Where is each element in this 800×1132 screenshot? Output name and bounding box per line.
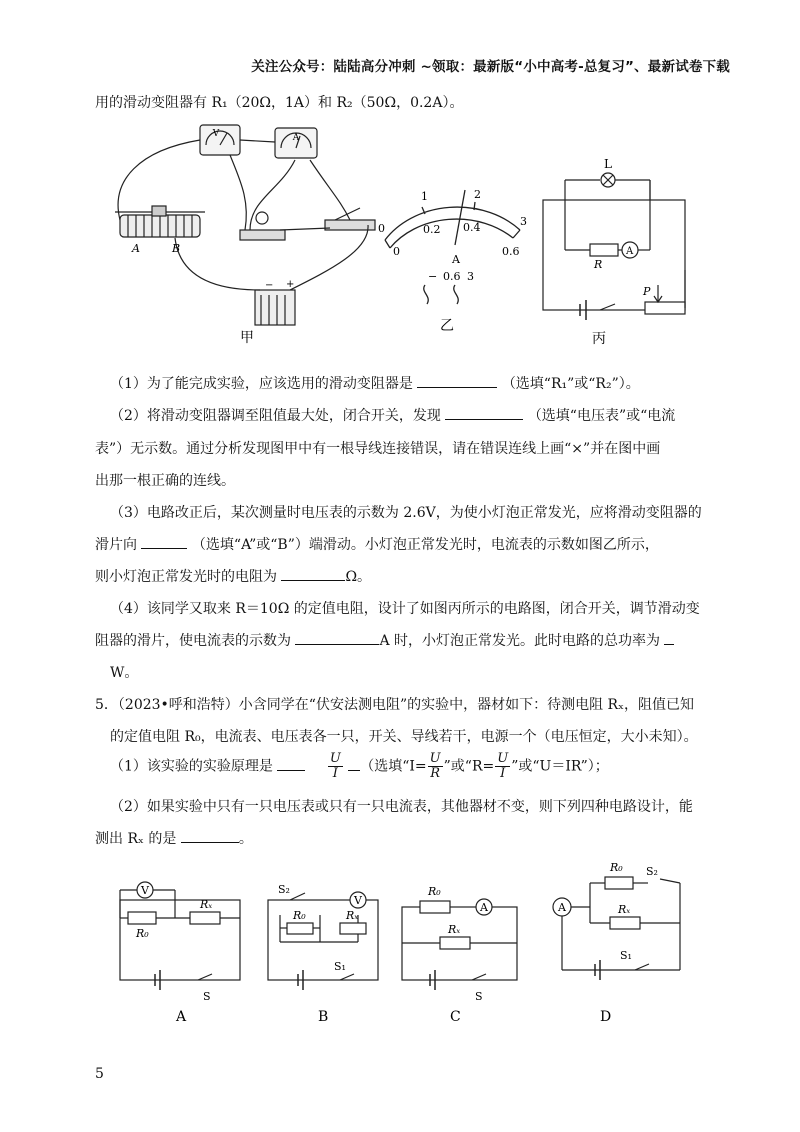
- circuit-d: [553, 877, 680, 980]
- circuit-d-rx: [610, 917, 640, 929]
- lamp-base-icon: [240, 230, 285, 240]
- circuit-c-rx-label: Rₓ: [448, 923, 461, 936]
- answer-blank-3a: [141, 534, 187, 549]
- dial-needle: [455, 190, 465, 245]
- circuit-b-s2-label: S₂: [278, 883, 290, 896]
- dial-terminal-minus: −: [428, 270, 438, 283]
- option-b-label: B: [318, 1009, 329, 1025]
- problem-5-line-2: 的定值电阻 R₀，电流表、电压表各一只，开关、导线若干，电源一个（电压恒定，大小未知）。: [110, 729, 698, 745]
- answer-blank-1: [417, 373, 497, 388]
- circuit-a-s-label: S: [203, 990, 211, 1003]
- dial-terminal-06: 0.6: [443, 270, 461, 283]
- answer-blank-5b: [348, 756, 360, 771]
- voltmeter-label: V: [212, 129, 220, 139]
- principle-fraction: $\frac{U}{I}$: [329, 751, 341, 781]
- problem-5-sub-2-line-1: （2）如果实验中只有一只电压表或只有一只电流表，其他器材不变，则下列四种电路设计，能: [110, 799, 693, 815]
- circuit-c-rx: [440, 937, 470, 949]
- answer-blank-5a: [277, 756, 305, 771]
- bing-ammeter-label: A: [626, 246, 634, 257]
- voltmeter-icon: [200, 125, 240, 155]
- terminal-a-label: A: [132, 242, 140, 255]
- dial-top-0: 0: [378, 222, 385, 235]
- circuit-c-r0: [420, 901, 450, 913]
- dial-top-1: 1: [421, 190, 428, 203]
- figure-bing-label: 丙: [592, 331, 606, 347]
- battery-plus: +: [286, 279, 295, 290]
- question-3-line-3: 则小灯泡正常发光时的电阻为 Ω。: [95, 566, 371, 586]
- circuit-a-v-label: V: [141, 884, 149, 897]
- problem-5-sub-1: （1）该实验的实验原理是 $\frac{U}{I}$ （选填“I= $\frac{U}{R}$ ”或“R= $\frac{U}{I}$ ”或“U＝IR”）；: [110, 751, 609, 781]
- question-4-line-3: W。: [110, 665, 139, 681]
- circuit-b-r0: [287, 923, 313, 934]
- question-4-line-2: 阻器的滑片，使电流表的示数为 A 时，小灯泡正常发光。此时电路的总功率为: [95, 630, 674, 650]
- choice-fraction-1: $\frac{U}{R}$: [429, 751, 441, 781]
- circuit-b-s1-label: S₁: [334, 960, 346, 973]
- figure-bing-circuit: [543, 173, 685, 320]
- circuit-a-rx: [190, 912, 220, 924]
- dial-top-3: 3: [520, 215, 527, 228]
- dial-terminal-3: 3: [467, 270, 474, 283]
- option-c-label: C: [450, 1009, 461, 1025]
- dial-bottom-1: 0.2: [423, 223, 441, 236]
- problem-5-sub-2-line-2: 测出 Rₓ 的是 。: [95, 828, 253, 848]
- answer-blank-4b: [664, 630, 674, 645]
- page-header: 关注公众号：陆陆高分冲刺 ~领取：最新版“小中高考-总复习”、最新试卷下载: [251, 59, 730, 75]
- circuit-b-rx: [340, 923, 366, 934]
- question-1: （1）为了能完成实验，应该选用的滑动变阻器是 （选填“R₁”或“R₂”）。: [110, 373, 640, 393]
- circuit-d-r0: [605, 877, 633, 889]
- circuit-b-rx-label: Rₓ: [346, 909, 359, 922]
- figure-jia-label: 甲: [240, 330, 254, 346]
- figure-jia: [115, 125, 375, 325]
- circuit-d-rx-label: Rₓ: [618, 903, 631, 916]
- circuit-a-r0: [128, 912, 156, 924]
- circuit-d-s2-label: S₂: [646, 865, 658, 878]
- dial-top-2: 2: [474, 188, 481, 201]
- option-a-label: A: [176, 1009, 187, 1025]
- figure-yi-label: 乙: [440, 318, 454, 334]
- circuit-d-r0-label: R₀: [610, 861, 623, 874]
- dial-bottom-0: 0: [393, 245, 400, 258]
- problem-5-line-1: 5．（2023•呼和浩特）小含同学在“伏安法测电阻”的实验中，器材如下：待测电阻 Rₓ，阻值已知: [95, 697, 695, 713]
- answer-blank-2: [445, 405, 523, 420]
- circuit-c-s-label: S: [475, 990, 483, 1003]
- question-2-line-2: 表”）无示数。通过分析发现图甲中有一根导线连接错误，请在错误连线上画“×”并在图中画: [95, 441, 661, 457]
- figure-yi-dial: [385, 190, 520, 304]
- option-d-label: D: [600, 1009, 612, 1025]
- circuit-b-v-label: V: [354, 894, 362, 907]
- dial-bottom-2: 0.4: [463, 221, 481, 234]
- circuit-a-rx-label: Rₓ: [200, 898, 213, 911]
- ammeter-label: A: [292, 133, 300, 143]
- intro-line: 用的滑动变阻器有 R₁（20Ω，1A）和 R₂（50Ω，0.2A）。: [95, 95, 464, 111]
- bing-lamp-label: L: [604, 157, 612, 171]
- dial-bottom-3: 0.6: [502, 245, 520, 258]
- top-figures: [100, 120, 700, 355]
- question-2-line-1: （2）将滑动变阻器调至阻值最大处，闭合开关，发现 （选填“电压表”或“电流: [110, 405, 675, 425]
- terminal-b-label: B: [172, 242, 181, 255]
- answer-blank-5c: [181, 828, 239, 843]
- circuit-c-r0-label: R₀: [428, 885, 441, 898]
- circuit-options: [100, 855, 700, 1035]
- bing-resistor-label: R: [594, 258, 603, 271]
- choice-fraction-2: $\frac{U}{I}$: [497, 751, 509, 781]
- circuit-b-r0-label: R₀: [293, 909, 306, 922]
- circuit-a-r0-label: R₀: [136, 927, 149, 940]
- circuit-d-a-label: A: [558, 901, 566, 914]
- circuit-c-a-label: A: [480, 901, 488, 914]
- question-3-line-2: 滑片向 （选填“A”或“B”）端滑动。小灯泡正常发光时，电流表的示数如图乙所示，: [95, 534, 659, 554]
- bulb-icon: [256, 212, 268, 224]
- question-2-line-3: 出那一根正确的连线。: [95, 473, 235, 489]
- question-4-line-1: （4）该同学又取来 R＝10Ω 的定值电阻，设计了如图丙所示的电路图，闭合开关，调节滑动变: [110, 601, 700, 617]
- answer-blank-3b: [281, 566, 345, 581]
- bing-slider-label: P: [643, 285, 651, 298]
- circuit-c: [402, 899, 517, 990]
- battery-minus: −: [265, 280, 274, 291]
- question-3-line-1: （3）电路改正后，某次测量时电压表的示数为 2.6V，为使小灯泡正常发光，应将滑动变阻器的: [110, 505, 702, 521]
- circuit-d-s1-label: S₁: [620, 949, 632, 962]
- dial-unit: A: [452, 253, 460, 266]
- page-number: 5: [95, 1066, 104, 1082]
- answer-blank-4a: [295, 630, 379, 645]
